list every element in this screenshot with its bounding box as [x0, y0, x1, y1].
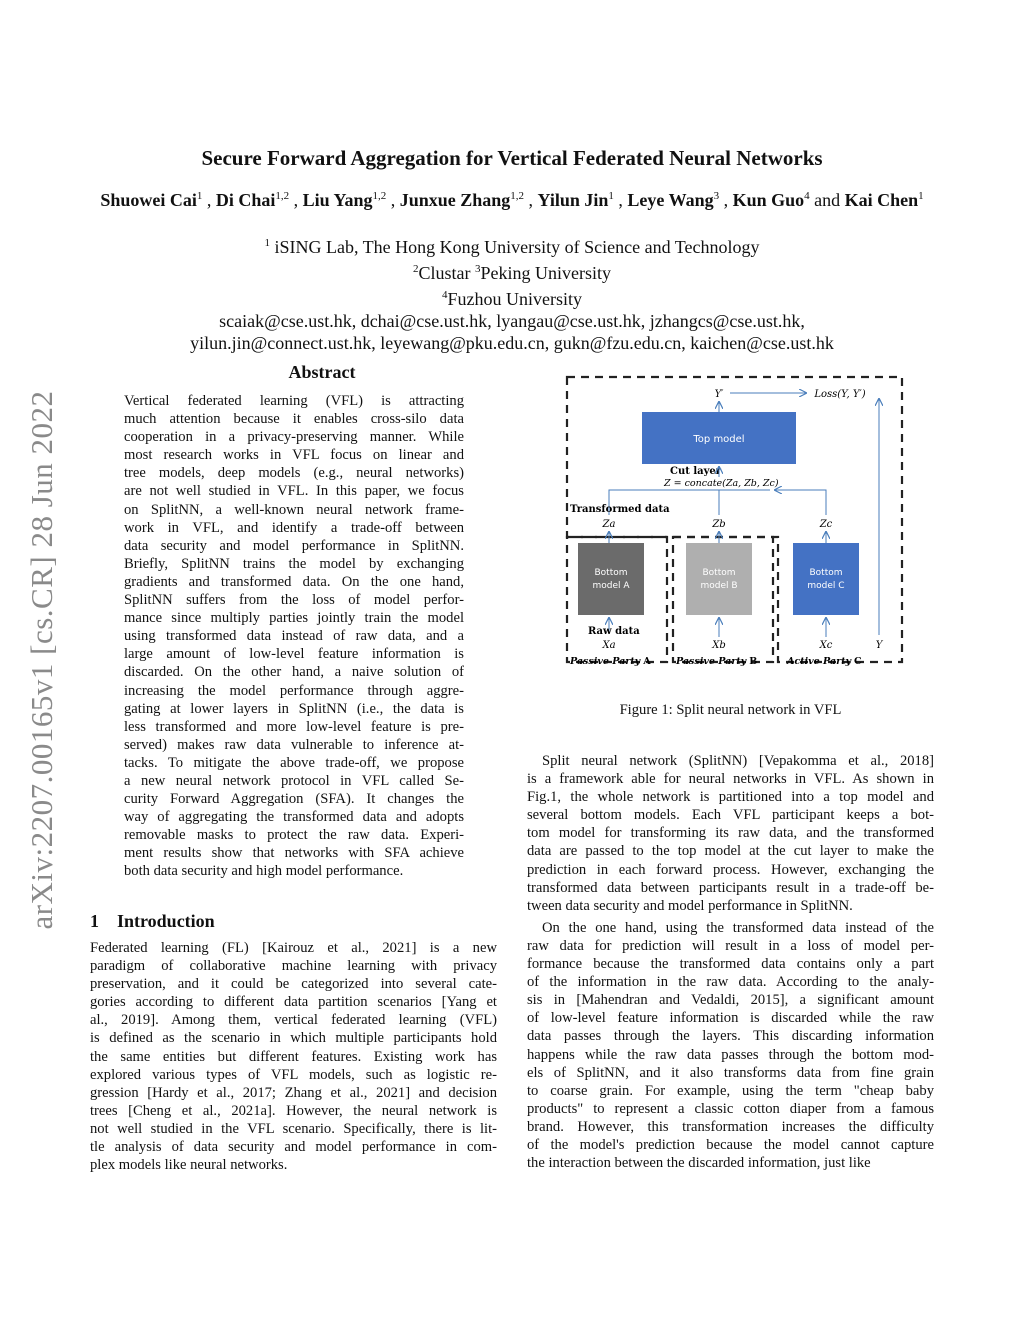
text-line: served) makes raw data vulnerable to inference at-: [124, 736, 464, 753]
party-b-label: [675, 656, 757, 667]
text-line: curity Forward Aggregation (SFA). It changes the: [124, 791, 464, 808]
text-line: trees [Cheng et al., 2021a]. However, the neural network is: [90, 1102, 497, 1119]
text-line: not well studied in the VFL scenario. Specifically, there is lit-: [90, 1120, 497, 1137]
y-label: Y: [875, 640, 883, 651]
text-line: data security and model performance in SplitNN.: [124, 537, 464, 554]
text-line: tween data security and model performance in SplitNN.: [527, 897, 853, 914]
zc-label: Zc: [819, 519, 833, 530]
text-line: sis in [Mahendran and Vedaldi, 2015], a significant amount: [527, 992, 934, 1009]
party-a-letter: A: [643, 656, 651, 667]
text-line: paradigm of collaborative machine learning with privacy: [90, 958, 497, 975]
text-line: much attention because it enables cross-silo data: [124, 411, 464, 428]
text-line: SplitNN suffers from the loss of model perfor-: [124, 592, 464, 609]
xa-label: Xa: [602, 640, 616, 651]
author-name: Yilun Jin: [537, 190, 609, 210]
figure-split-nn: [560, 372, 905, 677]
bottom-model-b: [686, 543, 752, 615]
text-line: mance since multiply parties jointly train the model: [124, 610, 464, 627]
paper-title: Secure Forward Aggregation for Vertical Federated Neural Networks: [201, 146, 823, 170]
text-line: els of SplitNN, and it also transforms data from fine grain: [527, 1064, 934, 1081]
affil-sup: 1: [264, 237, 270, 249]
author-affil-sup: 3: [713, 190, 720, 202]
concat-label: Z = concate(Za, Zb, Zc): [664, 478, 779, 489]
text-line: of the model's prediction because the model cannot capture: [527, 1136, 934, 1153]
arxiv-watermark: arXiv:2207.00165v1 [cs.CR] 28 Jun 2022: [24, 390, 59, 930]
text-line: tree models, deep models (e.g., neural networks): [124, 465, 464, 482]
section-number: 1: [90, 911, 99, 931]
author-name: Kai Chen: [844, 190, 919, 210]
cut-layer-label: Cut layer: [670, 466, 722, 477]
text-line: is defined as the scenario in which multiple participants hold: [90, 1030, 497, 1047]
xc-label: Xc: [819, 640, 833, 651]
text-line: products" to represent a classic cotton diaper from a famous: [527, 1100, 934, 1117]
party-a-text: Passive Party: [570, 656, 641, 667]
text-line: On the one hand, using the transformed data instead of the: [542, 919, 934, 936]
text-line: tacks. To mitigate the above trade-off, we propose: [124, 754, 464, 771]
author-name: Junxue Zhang: [399, 190, 511, 210]
text-line: large amount of low-level feature information is: [124, 646, 464, 663]
text-line: Split neural network (SplitNN) [Vepakomma et al., 2018]: [542, 753, 934, 769]
affiliation-2: Clustar: [418, 263, 471, 283]
text-line: increasing the model performance through aggre-: [124, 682, 464, 699]
text-line: is a framework able for neural networks in VFL. As shown in: [527, 771, 934, 788]
text-line: gories according to different data partition scenarios [Yang et: [90, 994, 497, 1011]
abstract-body: [124, 392, 464, 881]
text-line: the same entities but different features. Existing work has: [90, 1048, 497, 1065]
bottom-model-a: [578, 543, 644, 615]
author-name: Leye Wang: [627, 190, 714, 210]
emails-line-1: scaiak@cse.ust.hk, dchai@cse.ust.hk, lyangau@cse.ust.hk, jzhangcs@cse.ust.hk,: [219, 311, 805, 331]
party-a-label: [569, 656, 651, 667]
affil-sup: 4: [442, 289, 448, 301]
author-affil-sup: 1: [918, 190, 924, 202]
text-line: brand. However, this transformation increases the difficulty: [527, 1118, 934, 1135]
text-line: prediction in each forward process. However, exchanging the: [527, 861, 934, 878]
bottom-model-a-line2: model A: [592, 581, 630, 591]
text-line: to coarse grain. For example, using the term "cheap baby: [527, 1082, 934, 1099]
text-line: of low-level feature information is discarded while the raw: [527, 1010, 934, 1027]
section-title: Introduction: [117, 911, 215, 931]
affiliation-1: iSING Lab, The Hong Kong University of Science and Technology: [274, 237, 760, 257]
text-line: tom model for transforming its raw data, and the transformed: [527, 825, 934, 842]
author-name: Kun Guo: [732, 190, 805, 210]
introduction-body: [90, 939, 497, 1174]
bottom-model-a-line1: Bottom: [594, 568, 628, 578]
text-line: happens while the raw data passes through the bottom mod-: [527, 1046, 934, 1063]
text-line: data are passed to the top model at the cut layer to make the: [527, 843, 934, 860]
transformed-data-label: Transformed data: [570, 504, 670, 515]
text-line: Federated learning (FL) [Kairouz et al., 2021] is a new: [90, 940, 497, 956]
text-line: explored various types of VFL models, such as logistic re-: [90, 1066, 497, 1083]
text-line: the interaction between the discarded information, just like: [527, 1155, 871, 1172]
text-line: transformed data between participants result in a trade-off be-: [527, 879, 934, 896]
text-line: tle analysis of data security and model performance in com-: [90, 1139, 497, 1156]
paragraph-splitnn: [527, 752, 934, 915]
text-line: of the information in the raw data. According to the analy-: [527, 974, 934, 991]
za-label: Za: [602, 519, 616, 530]
text-line: most research works in VFL focus on linear and: [124, 447, 464, 464]
party-c-text: Active Party: [787, 656, 851, 667]
authors-connector: and: [814, 190, 841, 210]
party-c-label: [786, 656, 862, 667]
author-name: Shuowei Cai: [100, 190, 197, 210]
author-affil-sup: 1: [608, 190, 614, 202]
affiliation-4: Fuzhou University: [447, 289, 582, 309]
text-line: several bottom models. Each VFL participant keeps a bot-: [527, 807, 934, 824]
bottom-model-c-line2: model C: [807, 581, 845, 591]
zb-label: Zb: [712, 519, 726, 530]
y-prime-label: Y′: [714, 389, 724, 400]
right-column-body: [527, 752, 934, 1172]
party-b-letter: B: [749, 656, 758, 667]
section-heading-introduction: [90, 911, 215, 932]
author-name: Di Chai: [215, 190, 276, 210]
bottom-model-c-line1: Bottom: [809, 568, 843, 578]
text-line: preservation, and it could be categorized into several cate-: [90, 976, 497, 993]
text-line: data passes through the layers. This discarding information: [527, 1028, 934, 1045]
figure-caption: Figure 1: Split neural network in VFL: [619, 702, 842, 718]
bottom-model-c: [793, 543, 859, 615]
party-c-letter: C: [853, 656, 862, 667]
text-line: a new neural network protocol in VFL called Se-: [124, 772, 464, 789]
text-line: gating at lower layers in SplitNN (i.e., the data is: [124, 700, 464, 717]
raw-data-label: Raw data: [588, 626, 640, 637]
text-line: al., 2019]. Among them, vertical federated learning (VFL): [90, 1012, 497, 1029]
text-line: on SplitNN, a well-known neural network frame-: [124, 501, 464, 518]
emails-line-2: yilun.jin@connect.ust.hk, leyewang@pku.edu.cn, gukn@fzu.edu.cn, kaichen@cse.ust.hk: [190, 333, 834, 353]
affil-sup: 3: [475, 263, 481, 275]
author-affil-sup: 1: [196, 190, 203, 202]
text-line: way of aggregating the transformed data and adopts: [124, 809, 464, 826]
author-affil-sup: 1,2: [372, 190, 387, 202]
text-line: raw data for prediction will result in a loss of model per-: [527, 937, 934, 954]
text-line: Briefly, SplitNN trains the model by exchanging: [124, 555, 464, 572]
affiliations: [0, 232, 1024, 354]
text-line: using transformed data instead of raw data, and a: [124, 628, 464, 645]
top-model-label: Top model: [693, 434, 745, 445]
affiliation-3: Peking University: [480, 263, 611, 283]
text-line: less transformed and more low-level feature is pre-: [124, 718, 464, 735]
text-line: gression [Hardy et al., 2017; Zhang et al., 2021] and decision: [90, 1084, 497, 1101]
author-list: Shuowei Cai$^1$ , Di Chai$^{1,2}$ , Liu Yang$^{1,2}$ , Junxue Zhang$^{1,2}$ , Yilun Jin$^1$ , Leye Wang$^3$ , Kun Guo$^4$ and Kai Chen$^1$: [100, 190, 924, 210]
author-affil-sup: 4: [804, 190, 810, 202]
paragraph-tradeoff: [527, 919, 934, 1172]
text-line: Fig.1, the whole network is partitioned into a top model and: [527, 789, 934, 806]
affil-sup: 2: [413, 263, 419, 275]
text-line: are not well studied in VFL. In this paper, we focus: [124, 483, 464, 500]
text-line: cooperation in a privacy-preserving manner. While: [124, 429, 464, 446]
text-line: Vertical federated learning (VFL) is attracting: [124, 393, 464, 409]
party-b-text: Passive Party: [676, 656, 747, 667]
author-affil-sup: 1,2: [275, 190, 290, 202]
bottom-model-b-line2: model B: [700, 581, 738, 591]
text-line: gradients and transformed data. On the one hand,: [124, 573, 464, 590]
author-affil-sup: 1,2: [510, 190, 525, 202]
text-line: work in VFL, and identify a trade-off between: [124, 519, 464, 536]
text-line: plex models like neural networks.: [90, 1157, 288, 1174]
xb-label: Xb: [712, 640, 726, 651]
loss-label: Loss(Y, Y′): [814, 389, 866, 400]
text-line: discarded. On the other hand, a naive solution of: [124, 664, 464, 681]
connector-zc: [775, 490, 826, 515]
text-line: removable masks to protect the raw data. Experi-: [124, 827, 464, 844]
text-line: both data security and high model performance.: [124, 863, 404, 880]
text-line: ment results show that networks with SFA achieve: [124, 845, 464, 862]
text-line: formance because the transformed data contains only a part: [527, 956, 934, 973]
author-name: Liu Yang: [302, 190, 373, 210]
abstract-heading: Abstract: [288, 362, 356, 382]
bottom-model-b-line1: Bottom: [702, 568, 736, 578]
